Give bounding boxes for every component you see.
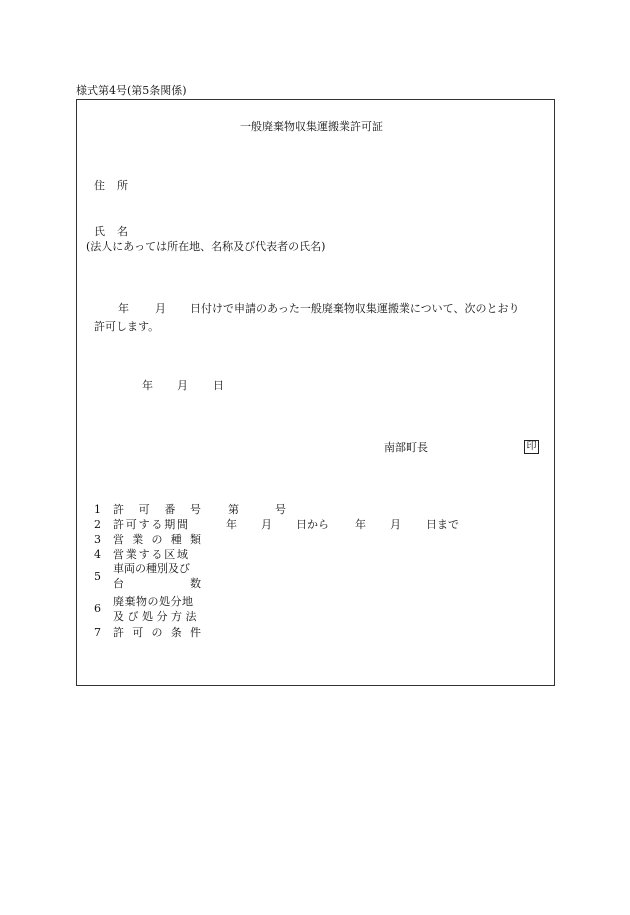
item-2-from-day: 日から [296,518,329,531]
item-3-number: 3 [94,533,101,546]
seal-mark: 印 [524,440,539,454]
item-2-to-day: 日まで [426,518,459,531]
item-5-label-line1: 車両の種別及び [113,562,190,575]
item-1-number: 1 [94,503,101,516]
body-text-line2: 許可します。 [94,320,160,333]
item-2-from-month: 月 [261,518,272,531]
item-3-label: 営 業 の 種 類 [113,533,201,546]
certificate-title: 一般廃棄物収集運搬業許可証 [240,120,383,133]
item-1-label: 許 可 番 号 [113,503,201,516]
item-6-label-line2: 及び処分方法 [113,610,200,623]
item-4-number: 4 [94,548,101,561]
form-id: 様式第4号(第5条関係) [76,84,187,97]
item-2-from-year: 年 [226,518,237,531]
item-6-label-line1: 廃棄物の処分地 [113,595,194,608]
item-1-go: 号 [275,503,286,516]
name-note: (法人にあっては所在地、名称及び代表者の氏名) [86,240,326,253]
body-year: 年 [118,302,129,315]
issuer: 南部町長 [384,441,428,454]
address-label: 住 所 [94,179,128,192]
issue-date-year: 年 [142,379,153,392]
body-month: 月 [155,302,166,315]
issue-date-month: 月 [177,379,188,392]
item-5-label-line2: 台 数 [113,577,201,590]
body-text-line1: 日付けで申請のあった一般廃棄物収集運搬業について、次のとおり [190,302,520,315]
item-1-dai: 第 [228,503,239,516]
item-2-to-month: 月 [390,518,401,531]
item-2-number: 2 [94,518,101,531]
item-7-number: 7 [94,626,101,639]
item-7-label: 許 可 の 条 件 [113,626,201,639]
item-2-to-year: 年 [355,518,366,531]
item-6-number: 6 [94,602,101,615]
item-4-label: 営業する区域 [113,548,190,561]
item-5-number: 5 [94,570,101,583]
name-label: 氏 名 [94,225,128,238]
item-2-label: 許可する期間 [113,518,190,531]
issue-date-day: 日 [213,379,224,392]
